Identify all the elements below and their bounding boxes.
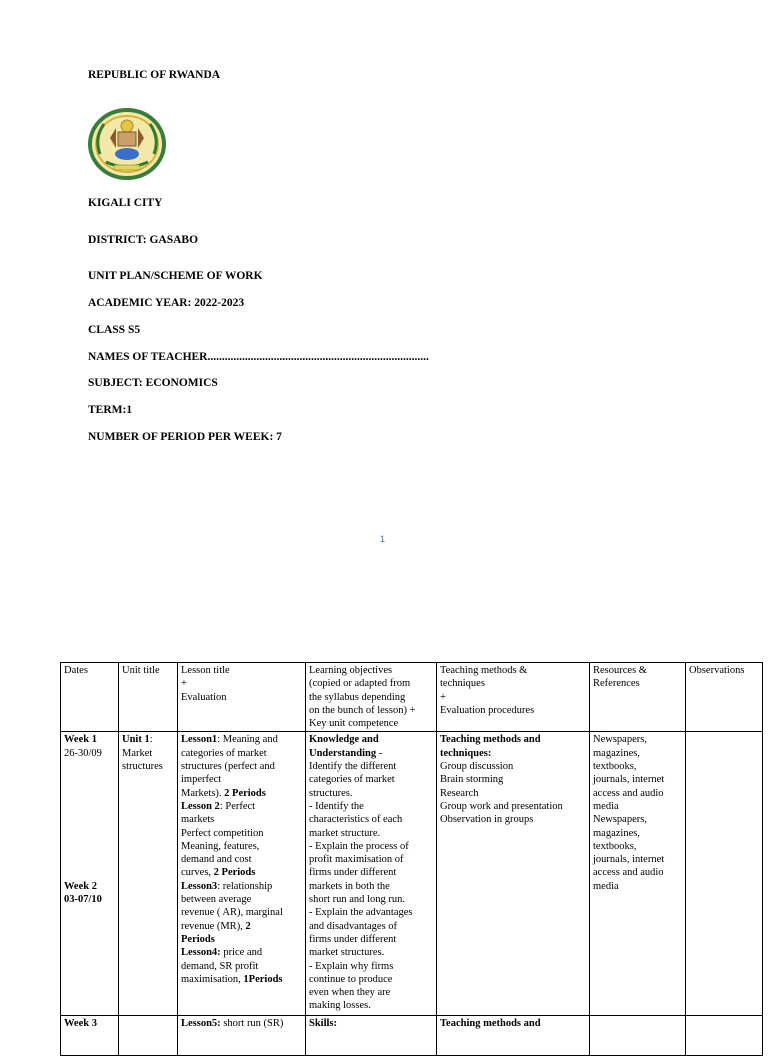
- learning-objectives-cell: Knowledge and Understanding - Identify the different categories of market structures. - Identify the characteristics of each market structure. - Explain the process of profit maximisation of firms under different markets in both the short run and long run. - Explain the advantages and disadvantages of firms under different market structures. - Explain why firms continue to produce even when they are making losses.: [306, 732, 437, 1016]
- term-label: TERM:1: [88, 404, 133, 416]
- unit-title-cell: Unit 1: Market structures: [119, 732, 178, 1016]
- header-learning-objectives: Learning objectives (copied or adapted from the syllabus depending on the bunch of lesson) + Key unit competence: [306, 663, 437, 732]
- class-label: CLASS S5: [88, 324, 141, 336]
- header-dates: Dates: [61, 663, 119, 732]
- unit-title-cell: [119, 1016, 178, 1056]
- resources-cell: Newspapers, magazines, textbooks, journals, internet access and audio media Newspapers, magazines, textbooks, journals, internet access and audio media: [590, 732, 686, 1016]
- teaching-methods-cell: Teaching methods and techniques: Group discussion Brain storming Research Group work and presentation Observation in groups: [437, 732, 590, 1016]
- teacher-names: NAMES OF TEACHER.............................................................................: [88, 351, 429, 363]
- city-title: KIGALI CITY: [88, 197, 163, 209]
- rwanda-coat-of-arms-seal: [88, 108, 166, 180]
- week-dates: 03-07/10: [64, 894, 102, 906]
- subject-label: SUBJECT: ECONOMICS: [88, 377, 218, 389]
- week-label: Week 2: [64, 881, 97, 893]
- observations-cell: [686, 732, 763, 1016]
- table-header-row: [61, 663, 763, 732]
- page-number: 1: [380, 534, 386, 544]
- resources-cell: [590, 1016, 686, 1056]
- teaching-methods-cell: Teaching methods and: [437, 1016, 590, 1056]
- dates-cell: Week 3: [61, 1016, 119, 1056]
- header-unit-title: Unit title: [119, 663, 178, 732]
- header-teaching-methods: Teaching methods & techniques + Evaluation procedures: [437, 663, 590, 732]
- district-title: DISTRICT: GASABO: [88, 234, 199, 246]
- periods-per-week: NUMBER OF PERIOD PER WEEK: 7: [88, 431, 282, 443]
- scheme-of-work-table: [60, 662, 763, 1056]
- academic-year: ACADEMIC YEAR: 2022-2023: [88, 297, 245, 309]
- lesson-title-cell: Lesson5: short run (SR): [178, 1016, 306, 1056]
- table-row: [61, 732, 763, 1016]
- header-observations: Observations: [686, 663, 763, 732]
- dates-cell: [61, 732, 119, 1016]
- observations-cell: [686, 1016, 763, 1056]
- week-label: Week 1: [64, 734, 97, 746]
- country-title: REPUBLIC OF RWANDA: [88, 69, 221, 81]
- table-row: [61, 1016, 763, 1056]
- week-dates: 26-30/09: [64, 747, 102, 759]
- lesson-title-cell: Lesson1: Meaning and categories of market structures (perfect and imperfect Markets). 2 Periods Lesson 2: Perfect markets Perfect competition Meaning, features, demand and cost curves, 2 Periods Lesson3: relationship between average revenue ( AR), marginal revenue (MR), 2 Periods Lesson4: price and demand, SR profit maximisation, 1Periods: [178, 732, 306, 1016]
- learning-objectives-cell: Skills:: [306, 1016, 437, 1056]
- header-resources: Resources & References: [590, 663, 686, 732]
- document-type: UNIT PLAN/SCHEME OF WORK: [88, 270, 263, 282]
- header-lesson-title: Lesson title + Evaluation: [178, 663, 306, 732]
